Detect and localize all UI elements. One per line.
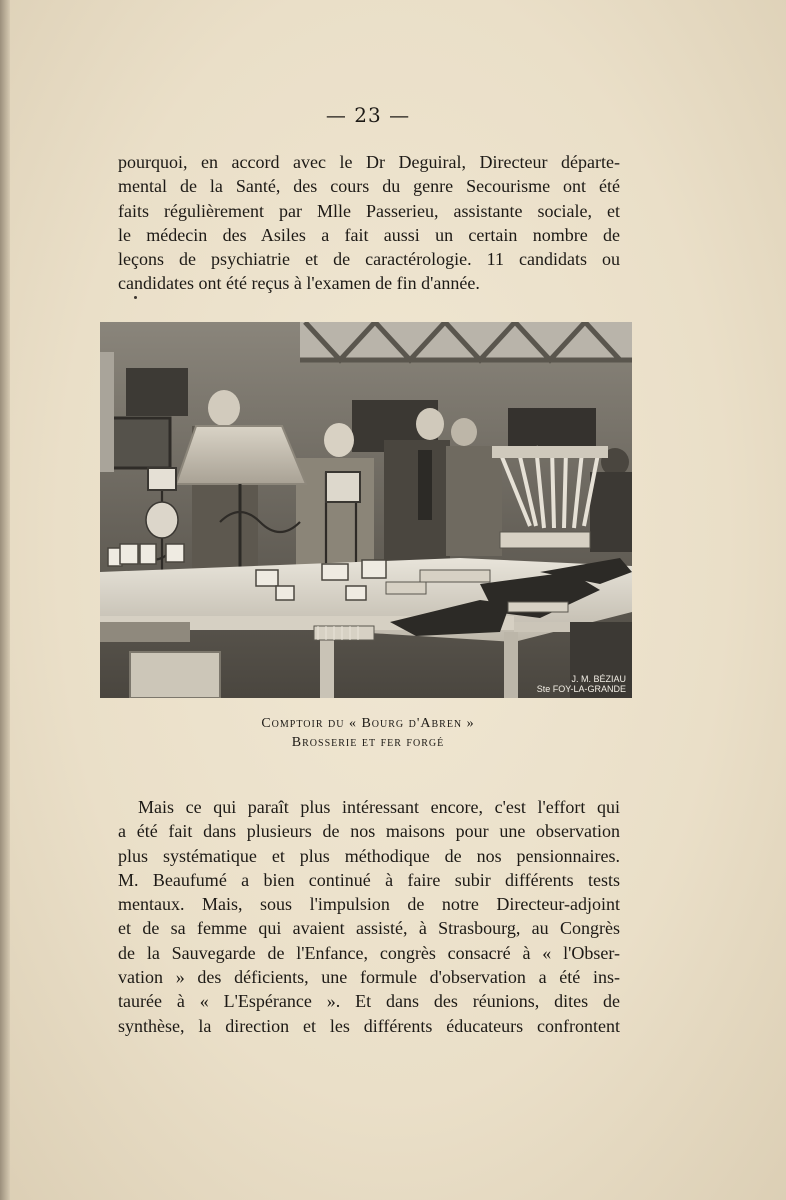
exhibition-photograph: [100, 322, 632, 698]
text-line: synthèse, la direction et les différents éducateurs confrontent: [118, 1015, 620, 1036]
photo-credit-name: J. M. BÉZIAU: [571, 674, 626, 684]
photo-credit-place: Ste FOY-LA-GRANDE: [536, 684, 626, 694]
text-line: et de sa femme qui avaient assisté, à Strasbourg, au Congrès: [118, 918, 620, 939]
text-line: vation » des déficients, une formule d'observation a été ins-: [118, 967, 620, 988]
text-line: leçons de psychiatrie et de caractérologie. 11 candidats ou: [118, 249, 620, 270]
page-spine-edge: [0, 0, 10, 1200]
text-line: candidates ont été reçus à l'examen de fin d'année.: [118, 273, 480, 294]
text-line: pourquoi, en accord avec le Dr Deguiral, Directeur départe-: [118, 152, 620, 172]
paragraph-top: [118, 150, 620, 296]
text-line: plus systématique et plus méthodique de nos pensionnaires.: [118, 845, 620, 866]
photo-caption-title: Comptoir du « Bourg d'Abren »: [261, 716, 475, 731]
photo-credit: [537, 674, 626, 694]
text-line: de la Sauvegarde de l'Enfance, congrès consacré à « l'Obser-: [118, 942, 620, 963]
photo-caption-subtitle: Brosserie et fer forgé: [291, 735, 445, 750]
text-line: Mais ce qui paraît plus intéressant encore, c'est l'effort qui: [138, 797, 620, 817]
text-line: faits régulièrement par Mlle Passerieu, assistante sociale, et: [118, 200, 620, 221]
page-number: — 23 —: [325, 103, 411, 127]
text-line: mentaux. Mais, sous l'impulsion de notre Directeur-adjoint: [118, 894, 620, 915]
text-line: mental de la Santé, des cours du genre Secourisme ont été: [118, 176, 620, 197]
text-line: taurée à « L'Espérance ». Et dans des réunions, dites de: [118, 991, 620, 1012]
text-line: M. Beaufumé a bien continué à faire subir différents tests: [118, 869, 620, 890]
paragraph-bottom: [118, 795, 620, 1038]
ink-speck: [134, 296, 137, 299]
photo-illustration: [100, 322, 632, 698]
text-line: a été fait dans plusieurs de nos maisons pour une observation: [118, 821, 620, 842]
text-line: le médecin des Asiles a fait aussi un certain nombre de: [118, 224, 620, 245]
